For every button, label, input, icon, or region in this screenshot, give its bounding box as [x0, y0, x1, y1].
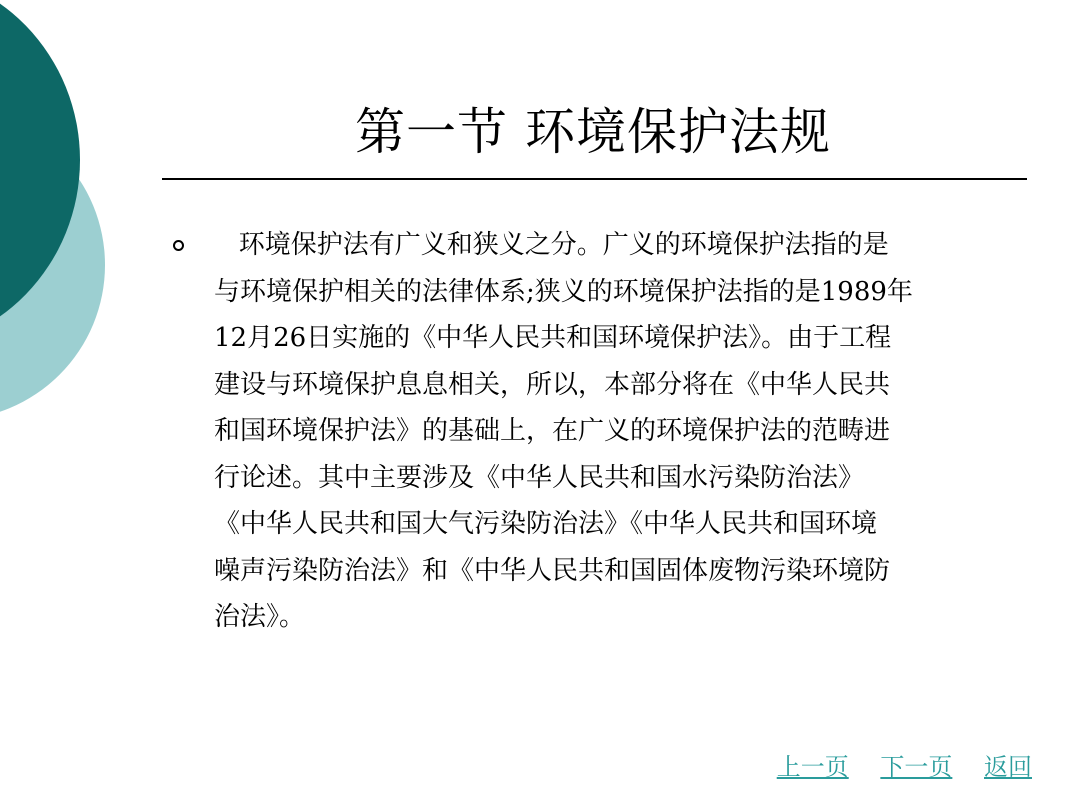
title-divider [162, 178, 1027, 180]
back-link[interactable]: 返回 [984, 753, 1032, 781]
slide-navigation [753, 750, 1032, 784]
bullet-circle-icon [173, 240, 184, 251]
slide-title: 第一节 环境保护法规 [355, 103, 831, 161]
next-page-link[interactable]: 下一页 [880, 753, 953, 781]
prev-page-link[interactable]: 上一页 [776, 753, 849, 781]
body-paragraph: 环境保护法有广义和狭义之分。广义的环境保护法指的是 与环境保护相关的法律体系;狭义的环境保护法指的是1989年 12月26日实施的《中华人民共和国环境保护法》。由于工程 建设与环境保护息息相关，所以，本部分将在《中华人民共 和国环境保护法》的基础上，在广义的环境保护法的范畴进 行论述。其中主要涉及《中华人民共和国水污染防治法》 《中华人民共和国大气污染防治法》《中华人民共和国环境 噪声污染防治法》和《中华人民共和国固体废物污染环境防 治法》。 [214, 230, 913, 632]
